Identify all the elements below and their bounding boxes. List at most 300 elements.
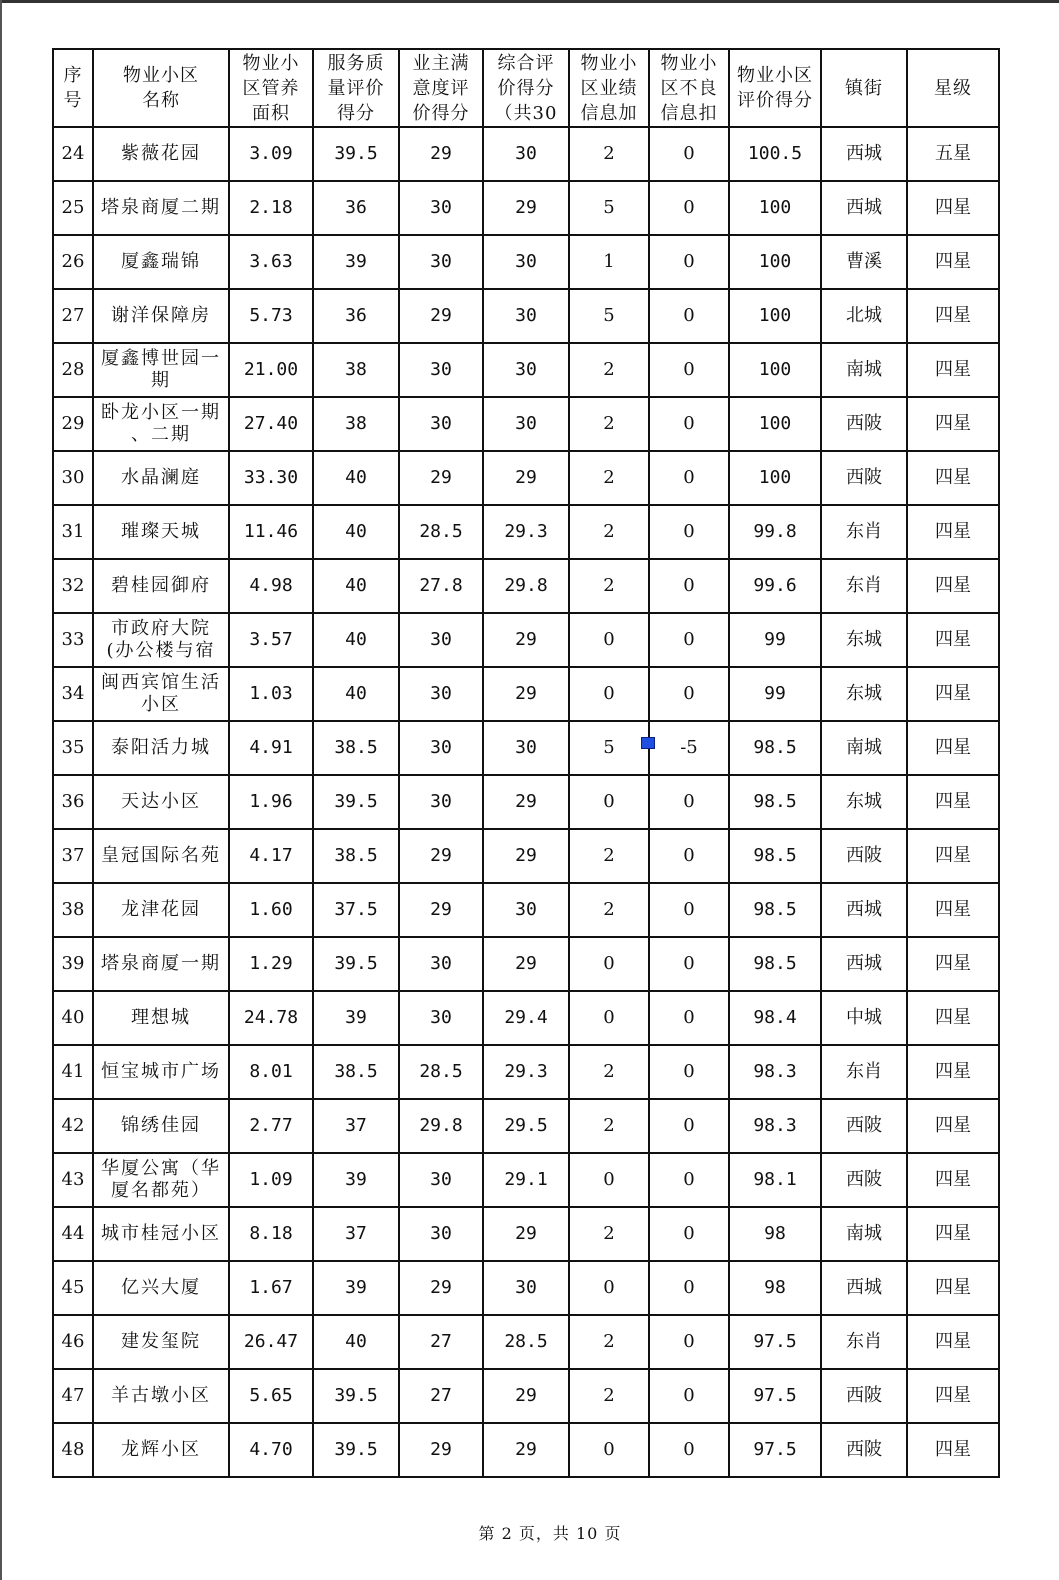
cell-owner-satisfaction-score: 29 xyxy=(399,883,483,937)
cell-index: 39 xyxy=(53,937,93,991)
cell-service-quality-score: 39 xyxy=(313,235,399,289)
cell-owner-satisfaction-score: 29 xyxy=(399,1423,483,1477)
cell-owner-satisfaction-score: 28.5 xyxy=(399,1045,483,1099)
cell-owner-satisfaction-score: 30 xyxy=(399,397,483,451)
cell-managed-area: 4.98 xyxy=(229,559,313,613)
cell-overall-score: 29 xyxy=(483,1423,569,1477)
table-row xyxy=(53,721,999,775)
cell-bad-record-deduction: -5 xyxy=(649,721,729,775)
cell-bad-record-deduction: 0 xyxy=(649,1369,729,1423)
cell-subdistrict: 南城 xyxy=(821,1207,907,1261)
cell-subdistrict: 西陂 xyxy=(821,1153,907,1207)
cell-bad-record-deduction: 0 xyxy=(649,343,729,397)
cell-performance-bonus: 2 xyxy=(569,559,649,613)
cell-performance-bonus: 0 xyxy=(569,613,649,667)
table-row xyxy=(53,1099,999,1153)
cell-overall-score: 30 xyxy=(483,1261,569,1315)
cell-managed-area: 5.73 xyxy=(229,289,313,343)
cell-index: 33 xyxy=(53,613,93,667)
cell-star-level: 四星 xyxy=(907,559,999,613)
cell-owner-satisfaction-score: 29 xyxy=(399,829,483,883)
cell-subdistrict: 西城 xyxy=(821,1261,907,1315)
cell-service-quality-score: 37 xyxy=(313,1099,399,1153)
cell-index: 47 xyxy=(53,1369,93,1423)
cell-performance-bonus: 2 xyxy=(569,1045,649,1099)
cell-bad-record-deduction: 0 xyxy=(649,289,729,343)
cell-index: 37 xyxy=(53,829,93,883)
cell-subdistrict: 东城 xyxy=(821,613,907,667)
cell-community-name: 天达小区 xyxy=(93,775,229,829)
cell-community-name: 龙辉小区 xyxy=(93,1423,229,1477)
table-row xyxy=(53,1261,999,1315)
cell-service-quality-score: 39 xyxy=(313,1261,399,1315)
cell-index: 30 xyxy=(53,451,93,505)
cell-star-level: 四星 xyxy=(907,505,999,559)
table-row xyxy=(53,775,999,829)
cell-performance-bonus: 2 xyxy=(569,1207,649,1261)
cell-subdistrict: 西陂 xyxy=(821,829,907,883)
cell-service-quality-score: 38.5 xyxy=(313,829,399,883)
table-row xyxy=(53,1207,999,1261)
cell-subdistrict: 南城 xyxy=(821,721,907,775)
cell-index: 48 xyxy=(53,1423,93,1477)
cell-community-name: 塔泉商厦一期 xyxy=(93,937,229,991)
cell-overall-score: 29 xyxy=(483,667,569,721)
cell-community-name: 泰阳活力城 xyxy=(93,721,229,775)
cell-owner-satisfaction-score: 30 xyxy=(399,937,483,991)
cell-performance-bonus: 5 xyxy=(569,721,649,775)
header-overall-score: 综合评 价得分 （共30 xyxy=(483,49,569,127)
cell-index: 44 xyxy=(53,1207,93,1261)
cell-subdistrict: 西陂 xyxy=(821,1423,907,1477)
cell-service-quality-score: 38.5 xyxy=(313,721,399,775)
cell-star-level: 四星 xyxy=(907,1153,999,1207)
cell-star-level: 四星 xyxy=(907,343,999,397)
cell-community-name: 皇冠国际名苑 xyxy=(93,829,229,883)
cell-managed-area: 1.96 xyxy=(229,775,313,829)
cell-index: 36 xyxy=(53,775,93,829)
cell-community-name: 建发玺院 xyxy=(93,1315,229,1369)
cell-community-name: 市政府大院 (办公楼与宿 xyxy=(93,613,229,667)
cell-evaluation-score: 98.5 xyxy=(729,937,821,991)
cell-star-level: 四星 xyxy=(907,721,999,775)
cell-evaluation-score: 97.5 xyxy=(729,1369,821,1423)
cell-index: 28 xyxy=(53,343,93,397)
cell-managed-area: 24.78 xyxy=(229,991,313,1045)
cell-owner-satisfaction-score: 30 xyxy=(399,1207,483,1261)
cell-bad-record-deduction: 0 xyxy=(649,1099,729,1153)
cell-evaluation-score: 100 xyxy=(729,235,821,289)
cell-community-name: 厦鑫瑞锦 xyxy=(93,235,229,289)
header-managed-area: 物业小 区管养 面积 xyxy=(229,49,313,127)
cell-star-level: 四星 xyxy=(907,451,999,505)
cell-evaluation-score: 97.5 xyxy=(729,1315,821,1369)
cell-community-name: 亿兴大厦 xyxy=(93,1261,229,1315)
cell-index: 40 xyxy=(53,991,93,1045)
cell-owner-satisfaction-score: 27 xyxy=(399,1369,483,1423)
cell-evaluation-score: 100 xyxy=(729,181,821,235)
cell-subdistrict: 东肖 xyxy=(821,505,907,559)
cell-owner-satisfaction-score: 30 xyxy=(399,721,483,775)
cell-evaluation-score: 98.5 xyxy=(729,721,821,775)
cell-overall-score: 29.3 xyxy=(483,505,569,559)
cell-performance-bonus: 2 xyxy=(569,1369,649,1423)
table-row xyxy=(53,397,999,451)
cell-owner-satisfaction-score: 30 xyxy=(399,667,483,721)
cell-service-quality-score: 39 xyxy=(313,991,399,1045)
header-subdistrict: 镇街 xyxy=(821,49,907,127)
cell-community-name: 紫薇花园 xyxy=(93,127,229,181)
cell-index: 46 xyxy=(53,1315,93,1369)
cell-performance-bonus: 0 xyxy=(569,1153,649,1207)
page-left-border xyxy=(0,0,2,1580)
cell-performance-bonus: 0 xyxy=(569,937,649,991)
cell-managed-area: 1.67 xyxy=(229,1261,313,1315)
cell-service-quality-score: 38.5 xyxy=(313,1045,399,1099)
cell-bad-record-deduction: 0 xyxy=(649,451,729,505)
cell-star-level: 四星 xyxy=(907,1207,999,1261)
table-row xyxy=(53,451,999,505)
cell-subdistrict: 东肖 xyxy=(821,1315,907,1369)
cell-community-name: 龙津花园 xyxy=(93,883,229,937)
cell-evaluation-score: 99 xyxy=(729,613,821,667)
table-row xyxy=(53,235,999,289)
cell-evaluation-score: 100 xyxy=(729,289,821,343)
cell-service-quality-score: 39.5 xyxy=(313,775,399,829)
cell-subdistrict: 西城 xyxy=(821,883,907,937)
cell-index: 32 xyxy=(53,559,93,613)
cell-community-name: 理想城 xyxy=(93,991,229,1045)
cell-overall-score: 30 xyxy=(483,235,569,289)
cell-subdistrict: 西陂 xyxy=(821,397,907,451)
cell-overall-score: 28.5 xyxy=(483,1315,569,1369)
cell-owner-satisfaction-score: 29 xyxy=(399,289,483,343)
cell-index: 41 xyxy=(53,1045,93,1099)
cell-index: 34 xyxy=(53,667,93,721)
cell-community-name: 璀璨天城 xyxy=(93,505,229,559)
header-service-quality-score: 服务质 量评价 得分 xyxy=(313,49,399,127)
cell-overall-score: 29 xyxy=(483,775,569,829)
cell-evaluation-score: 98.5 xyxy=(729,775,821,829)
cell-performance-bonus: 5 xyxy=(569,289,649,343)
cell-performance-bonus: 2 xyxy=(569,343,649,397)
cell-performance-bonus: 5 xyxy=(569,181,649,235)
cell-service-quality-score: 37 xyxy=(313,1207,399,1261)
cell-community-name: 厦鑫博世园一 期 xyxy=(93,343,229,397)
cell-star-level: 四星 xyxy=(907,991,999,1045)
cell-evaluation-score: 100.5 xyxy=(729,127,821,181)
header-index: 序 号 xyxy=(53,49,93,127)
cell-star-level: 四星 xyxy=(907,883,999,937)
cell-service-quality-score: 38 xyxy=(313,397,399,451)
cell-star-level: 四星 xyxy=(907,397,999,451)
cell-star-level: 四星 xyxy=(907,1045,999,1099)
cell-owner-satisfaction-score: 30 xyxy=(399,343,483,397)
cell-subdistrict: 北城 xyxy=(821,289,907,343)
cell-managed-area: 2.77 xyxy=(229,1099,313,1153)
cell-performance-bonus: 0 xyxy=(569,775,649,829)
cell-index: 38 xyxy=(53,883,93,937)
cell-bad-record-deduction: 0 xyxy=(649,1153,729,1207)
cell-managed-area: 4.70 xyxy=(229,1423,313,1477)
cell-managed-area: 4.17 xyxy=(229,829,313,883)
cell-star-level: 四星 xyxy=(907,235,999,289)
cell-owner-satisfaction-score: 29.8 xyxy=(399,1099,483,1153)
cell-overall-score: 30 xyxy=(483,127,569,181)
cell-managed-area: 1.09 xyxy=(229,1153,313,1207)
cell-bad-record-deduction: 0 xyxy=(649,1261,729,1315)
cell-overall-score: 29 xyxy=(483,613,569,667)
cell-index: 29 xyxy=(53,397,93,451)
cell-star-level: 四星 xyxy=(907,1315,999,1369)
cell-bad-record-deduction: 0 xyxy=(649,991,729,1045)
cell-service-quality-score: 37.5 xyxy=(313,883,399,937)
cell-managed-area: 21.00 xyxy=(229,343,313,397)
table-row xyxy=(53,1423,999,1477)
cell-service-quality-score: 36 xyxy=(313,289,399,343)
cell-star-level: 四星 xyxy=(907,937,999,991)
cell-evaluation-score: 98.5 xyxy=(729,829,821,883)
cell-community-name: 谢洋保障房 xyxy=(93,289,229,343)
cell-index: 45 xyxy=(53,1261,93,1315)
cell-overall-score: 29 xyxy=(483,1207,569,1261)
cell-owner-satisfaction-score: 29 xyxy=(399,127,483,181)
cell-bad-record-deduction: 0 xyxy=(649,937,729,991)
cell-overall-score: 30 xyxy=(483,883,569,937)
cell-subdistrict: 西城 xyxy=(821,181,907,235)
cell-star-level: 四星 xyxy=(907,613,999,667)
cell-managed-area: 3.57 xyxy=(229,613,313,667)
cell-subdistrict: 东肖 xyxy=(821,1045,907,1099)
cell-owner-satisfaction-score: 30 xyxy=(399,181,483,235)
cell-star-level: 四星 xyxy=(907,1261,999,1315)
cell-owner-satisfaction-score: 30 xyxy=(399,775,483,829)
cell-evaluation-score: 100 xyxy=(729,451,821,505)
cell-performance-bonus: 0 xyxy=(569,991,649,1045)
cell-evaluation-score: 100 xyxy=(729,343,821,397)
cell-service-quality-score: 40 xyxy=(313,667,399,721)
cell-star-level: 四星 xyxy=(907,289,999,343)
cell-evaluation-score: 98 xyxy=(729,1261,821,1315)
cell-community-name: 城市桂冠小区 xyxy=(93,1207,229,1261)
cell-community-name: 水晶澜庭 xyxy=(93,451,229,505)
cell-bad-record-deduction: 0 xyxy=(649,1207,729,1261)
table-row xyxy=(53,613,999,667)
cell-community-name: 卧龙小区一期 、二期 xyxy=(93,397,229,451)
cell-managed-area: 3.09 xyxy=(229,127,313,181)
cell-bad-record-deduction: 0 xyxy=(649,181,729,235)
cell-managed-area: 11.46 xyxy=(229,505,313,559)
cell-overall-score: 29 xyxy=(483,1369,569,1423)
table-row xyxy=(53,1315,999,1369)
cell-star-level: 四星 xyxy=(907,1423,999,1477)
cell-index: 31 xyxy=(53,505,93,559)
cell-index: 43 xyxy=(53,1153,93,1207)
selection-handle-icon[interactable] xyxy=(641,737,655,749)
table-container xyxy=(52,48,1000,1478)
cell-evaluation-score: 99 xyxy=(729,667,821,721)
cell-index: 35 xyxy=(53,721,93,775)
header-performance-bonus: 物业小 区业绩 信息加 xyxy=(569,49,649,127)
rating-table xyxy=(52,48,1000,1478)
cell-evaluation-score: 98.4 xyxy=(729,991,821,1045)
cell-performance-bonus: 2 xyxy=(569,1315,649,1369)
header-star-level: 星级 xyxy=(907,49,999,127)
cell-evaluation-score: 99.8 xyxy=(729,505,821,559)
table-row xyxy=(53,937,999,991)
header-evaluation-score: 物业小区 评价得分 xyxy=(729,49,821,127)
cell-service-quality-score: 36 xyxy=(313,181,399,235)
cell-performance-bonus: 2 xyxy=(569,397,649,451)
cell-star-level: 四星 xyxy=(907,1099,999,1153)
cell-evaluation-score: 98.5 xyxy=(729,883,821,937)
cell-service-quality-score: 39 xyxy=(313,1153,399,1207)
cell-bad-record-deduction: 0 xyxy=(649,775,729,829)
cell-service-quality-score: 39.5 xyxy=(313,1423,399,1477)
cell-performance-bonus: 0 xyxy=(569,1423,649,1477)
cell-subdistrict: 东城 xyxy=(821,667,907,721)
cell-bad-record-deduction: 0 xyxy=(649,505,729,559)
cell-managed-area: 26.47 xyxy=(229,1315,313,1369)
cell-subdistrict: 中城 xyxy=(821,991,907,1045)
cell-overall-score: 29.3 xyxy=(483,1045,569,1099)
cell-performance-bonus: 2 xyxy=(569,883,649,937)
cell-evaluation-score: 98.1 xyxy=(729,1153,821,1207)
cell-service-quality-score: 38 xyxy=(313,343,399,397)
cell-owner-satisfaction-score: 29 xyxy=(399,451,483,505)
cell-overall-score: 29 xyxy=(483,829,569,883)
cell-bad-record-deduction: 0 xyxy=(649,559,729,613)
cell-owner-satisfaction-score: 28.5 xyxy=(399,505,483,559)
cell-service-quality-score: 39.5 xyxy=(313,127,399,181)
cell-owner-satisfaction-score: 30 xyxy=(399,235,483,289)
cell-service-quality-score: 40 xyxy=(313,1315,399,1369)
cell-bad-record-deduction: 0 xyxy=(649,829,729,883)
page-footer: 第 2 页，共 10 页 xyxy=(478,1524,622,1543)
cell-subdistrict: 西陂 xyxy=(821,1099,907,1153)
cell-subdistrict: 西陂 xyxy=(821,451,907,505)
cell-community-name: 羊古墩小区 xyxy=(93,1369,229,1423)
cell-managed-area: 3.63 xyxy=(229,235,313,289)
table-row xyxy=(53,1153,999,1207)
table-row xyxy=(53,1045,999,1099)
cell-community-name: 华厦公寓（华 厦名都苑） xyxy=(93,1153,229,1207)
cell-community-name: 塔泉商厦二期 xyxy=(93,181,229,235)
cell-subdistrict: 曹溪 xyxy=(821,235,907,289)
cell-owner-satisfaction-score: 29 xyxy=(399,1261,483,1315)
cell-bad-record-deduction: 0 xyxy=(649,1045,729,1099)
table-row xyxy=(53,181,999,235)
cell-managed-area: 1.60 xyxy=(229,883,313,937)
cell-evaluation-score: 98 xyxy=(729,1207,821,1261)
cell-subdistrict: 南城 xyxy=(821,343,907,397)
table-row xyxy=(53,1369,999,1423)
cell-star-level: 五星 xyxy=(907,127,999,181)
cell-service-quality-score: 40 xyxy=(313,451,399,505)
cell-index: 42 xyxy=(53,1099,93,1153)
page-top-border xyxy=(0,0,1059,3)
cell-managed-area: 27.40 xyxy=(229,397,313,451)
cell-performance-bonus: 0 xyxy=(569,667,649,721)
cell-overall-score: 30 xyxy=(483,343,569,397)
table-row xyxy=(53,883,999,937)
cell-service-quality-score: 39.5 xyxy=(313,1369,399,1423)
header-owner-satisfaction-score: 业主满 意度评 价得分 xyxy=(399,49,483,127)
table-row xyxy=(53,343,999,397)
table-row xyxy=(53,991,999,1045)
cell-bad-record-deduction: 0 xyxy=(649,883,729,937)
cell-bad-record-deduction: 0 xyxy=(649,397,729,451)
cell-overall-score: 29 xyxy=(483,451,569,505)
cell-evaluation-score: 99.6 xyxy=(729,559,821,613)
table-row xyxy=(53,289,999,343)
cell-service-quality-score: 40 xyxy=(313,505,399,559)
cell-managed-area: 8.18 xyxy=(229,1207,313,1261)
cell-owner-satisfaction-score: 30 xyxy=(399,1153,483,1207)
cell-managed-area: 5.65 xyxy=(229,1369,313,1423)
cell-owner-satisfaction-score: 27 xyxy=(399,1315,483,1369)
cell-index: 24 xyxy=(53,127,93,181)
cell-evaluation-score: 98.3 xyxy=(729,1099,821,1153)
header-community-name: 物业小区 名称 xyxy=(93,49,229,127)
cell-overall-score: 29.1 xyxy=(483,1153,569,1207)
cell-owner-satisfaction-score: 30 xyxy=(399,991,483,1045)
cell-index: 26 xyxy=(53,235,93,289)
cell-subdistrict: 西城 xyxy=(821,127,907,181)
cell-performance-bonus: 2 xyxy=(569,1099,649,1153)
cell-subdistrict: 东城 xyxy=(821,775,907,829)
cell-bad-record-deduction: 0 xyxy=(649,1315,729,1369)
cell-evaluation-score: 97.5 xyxy=(729,1423,821,1477)
cell-overall-score: 29.4 xyxy=(483,991,569,1045)
cell-bad-record-deduction: 0 xyxy=(649,127,729,181)
cell-community-name: 闽西宾馆生活 小区 xyxy=(93,667,229,721)
cell-subdistrict: 西城 xyxy=(821,937,907,991)
cell-overall-score: 30 xyxy=(483,721,569,775)
cell-evaluation-score: 98.3 xyxy=(729,1045,821,1099)
table-row xyxy=(53,667,999,721)
table-row xyxy=(53,559,999,613)
cell-star-level: 四星 xyxy=(907,1369,999,1423)
table-row xyxy=(53,505,999,559)
cell-index: 25 xyxy=(53,181,93,235)
cell-star-level: 四星 xyxy=(907,667,999,721)
cell-managed-area: 33.30 xyxy=(229,451,313,505)
cell-service-quality-score: 40 xyxy=(313,559,399,613)
cell-index: 27 xyxy=(53,289,93,343)
cell-star-level: 四星 xyxy=(907,775,999,829)
table-header-row xyxy=(53,49,999,127)
cell-community-name: 恒宝城市广场 xyxy=(93,1045,229,1099)
cell-overall-score: 29.5 xyxy=(483,1099,569,1153)
cell-bad-record-deduction: 0 xyxy=(649,667,729,721)
cell-star-level: 四星 xyxy=(907,829,999,883)
cell-managed-area: 1.03 xyxy=(229,667,313,721)
cell-performance-bonus: 1 xyxy=(569,235,649,289)
cell-managed-area: 2.18 xyxy=(229,181,313,235)
cell-subdistrict: 西陂 xyxy=(821,1369,907,1423)
cell-bad-record-deduction: 0 xyxy=(649,1423,729,1477)
cell-overall-score: 29.8 xyxy=(483,559,569,613)
cell-service-quality-score: 39.5 xyxy=(313,937,399,991)
cell-managed-area: 8.01 xyxy=(229,1045,313,1099)
table-row xyxy=(53,829,999,883)
header-bad-record-deduction: 物业小 区不良 信息扣 xyxy=(649,49,729,127)
table-row xyxy=(53,127,999,181)
cell-star-level: 四星 xyxy=(907,181,999,235)
cell-service-quality-score: 40 xyxy=(313,613,399,667)
cell-performance-bonus: 2 xyxy=(569,829,649,883)
